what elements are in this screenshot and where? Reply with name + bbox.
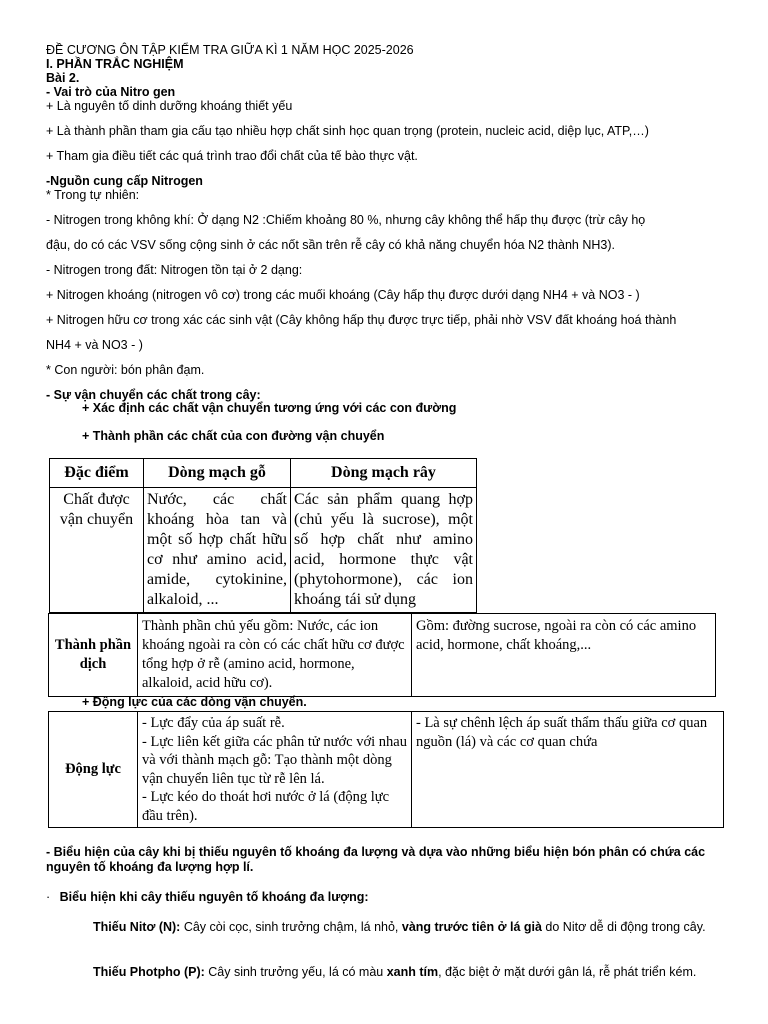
source-nature: * Trong tự nhiên: <box>46 188 140 202</box>
transport-heading: - Sự vận chuyển các chất trong cây: <box>46 388 261 402</box>
xylem-cell <box>138 712 412 828</box>
nitrogen-text: Cây còi cọc, sinh trưởng chậm, lá nhỏ, <box>180 920 402 934</box>
phloem-cell: Các sản phẩm quang hợp (chủ yếu là sucrose), một số hợp chất như amino acid, hormone thực vật (phytohormone), các ion khoáng tái sử dụng <box>291 488 477 613</box>
phloem-cell: Gồm: đường sucrose, ngoài ra còn có các amino acid, hormone, chất khoáng,... <box>412 614 716 697</box>
phosphorus-deficiency <box>93 965 753 980</box>
header-cell: Dòng mạch rây <box>291 459 477 488</box>
nitrogen-deficiency <box>93 920 713 935</box>
deficiency-subheading-line <box>46 890 369 904</box>
role-item: + Tham gia điều tiết các quá trình trao đổi chất của tế bào thực vật. <box>46 149 418 163</box>
source-human: * Con người: bón phân đạm. <box>46 363 205 377</box>
sap-composition-table <box>48 613 716 697</box>
role-item: + Là thành phần tham gia cấu tạo nhiều hợp chất sinh học quan trọng (protein, nucleic acid, diệp lục, ATP,…) <box>46 124 649 138</box>
role-heading: - Vai trò của Nitro gen <box>46 85 176 99</box>
xylem-cell: Thành phần chủ yếu gồm: Nước, các ion khoáng ngoài ra còn có các chất hữu cơ được tổng hợp ở rễ (amino acid, hormone, alkaloid, acid hữu cơ). <box>138 614 412 697</box>
phosphorus-text: , đặc biệt ở mặt dưới gân lá, rễ phát triển kém. <box>438 965 697 979</box>
transported-substances-table <box>49 458 477 613</box>
row-label: Thành phần dịch <box>49 614 138 697</box>
force-item: - Lực đẩy của áp suất rễ. <box>142 715 285 731</box>
source-organic-line2: NH4 + và NO3 - ) <box>46 338 143 352</box>
force-item: - Lực kéo do thoát hơi nước ở lá (động lực đầu trên). <box>142 789 390 824</box>
lesson-heading: Bài 2. <box>46 71 80 85</box>
nitrogen-emphasis: vàng trước tiên ở lá già <box>401 920 542 934</box>
table-row <box>50 488 477 613</box>
source-heading: -Nguồn cung cấp Nitrogen <box>46 174 203 188</box>
section-heading: I. PHẦN TRẮC NGHIỆM <box>46 57 184 71</box>
source-mineral: + Nitrogen khoáng (nitrogen vô cơ) trong các muối khoáng (Cây hấp thụ được dưới dạng NH4 + và NO3 - ) <box>46 288 640 302</box>
row-label: Chất được vận chuyển <box>50 488 144 613</box>
force-item: - Lực liên kết giữa các phân tử nước với nhau và với thành mạch gỗ: Tạo thành một dòng vận chuyển liên tục từ rễ lên lá. <box>142 733 407 787</box>
phosphorus-emphasis: xanh tím <box>386 965 439 979</box>
source-soil: - Nitrogen trong đất: Nitrogen tồn tại ở 2 dạng: <box>46 263 303 277</box>
source-air-line1: - Nitrogen trong không khí: Ở dạng N2 :Chiếm khoảng 80 %, nhưng cây không thể hấp thụ được (trừ cây họ <box>46 213 646 227</box>
document-title: ĐỀ CƯƠNG ÔN TẬP KIỂM TRA GIỮA KÌ 1 NĂM HỌC 2025-2026 <box>46 43 414 57</box>
xylem-cell: Nước, các chất khoáng hòa tan và một số hợp chất hữu cơ như amino acid, amide, cytokinine, alkaloid, ... <box>144 488 291 613</box>
transport-sub1: + Xác định các chất vận chuyển tương ứng với các con đường <box>82 401 457 415</box>
deficiency-subheading: Biểu hiện khi cây thiếu nguyên tố khoáng đa lượng: <box>59 890 369 904</box>
source-organic-line1: + Nitrogen hữu cơ trong xác các sinh vật (Cây không hấp thụ được trực tiếp, phải nhờ VSV đất khoáng hoá thành <box>46 313 677 327</box>
phosphorus-text: Cây sinh trưởng yếu, lá có màu <box>204 965 387 979</box>
row-label: Động lực <box>49 712 138 828</box>
header-cell: Đặc điểm <box>50 459 144 488</box>
transport-sub3: + Động lực của các dòng vận chuyển. <box>82 695 307 709</box>
deficiency-heading: - Biểu hiện của cây khi bị thiếu nguyên tố khoáng đa lượng và dựa vào những biểu hiện bón phân có chứa các nguyên tố khoáng đa lượng hợp lí. <box>46 845 706 874</box>
driving-force-table <box>48 711 724 828</box>
bullet-icon: · <box>46 890 51 904</box>
nitrogen-label: Thiếu Nitơ (N): <box>93 920 181 934</box>
transport-sub2: + Thành phần các chất của con đường vận chuyển <box>82 429 385 443</box>
role-item: + Là nguyên tố dinh dưỡng khoáng thiết yếu <box>46 99 293 113</box>
table-row <box>49 712 724 828</box>
phosphorus-label: Thiếu Photpho (P): <box>93 965 205 979</box>
table-header-row <box>50 459 477 488</box>
header-cell: Dòng mạch gỗ <box>144 459 291 488</box>
phloem-cell: - Là sự chênh lệch áp suất thẩm thấu giữa cơ quan nguồn (lá) và các cơ quan chứa <box>412 712 724 828</box>
source-air-line2: đậu, do có các VSV sống cộng sinh ở các nốt sần trên rễ cây có khả năng chuyển hóa N2 thành NH3). <box>46 238 615 252</box>
nitrogen-text: do Nitơ dễ di động trong cây. <box>541 920 706 934</box>
table-row <box>49 614 716 697</box>
